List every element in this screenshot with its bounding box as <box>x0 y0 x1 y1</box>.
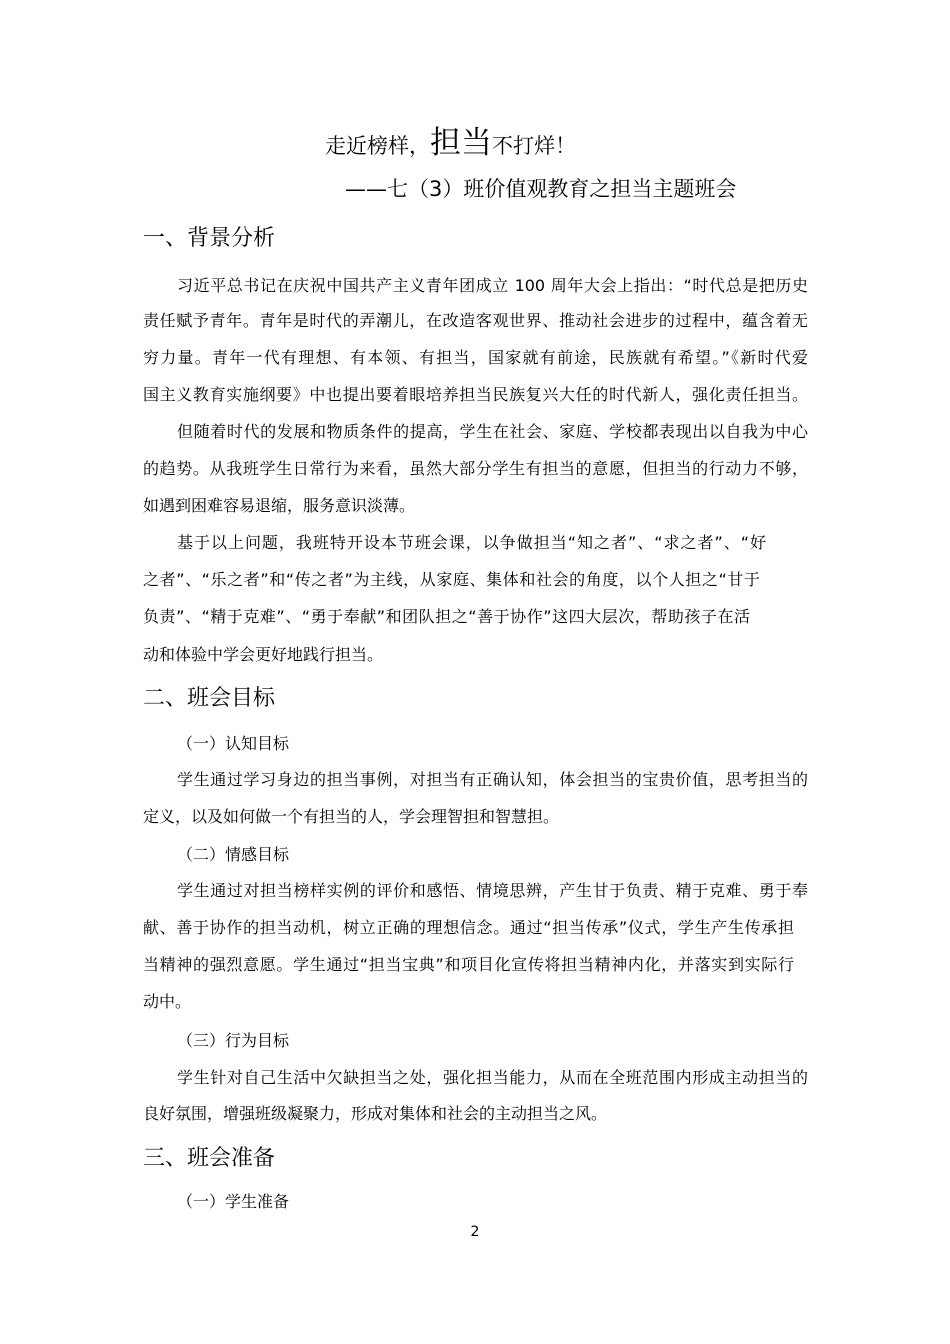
paragraph-line: 责任赋予青年。青年是时代的弄潮儿，在改造客观世界、推动社会进步的过程中，蕴含着无 <box>143 311 808 330</box>
paragraph-line: 学生通过学习身边的担当事例，对担当有正确认知，体会担当的宝贵价值，思考担当的 <box>177 770 808 789</box>
page-number: 2 <box>470 1224 480 1240</box>
subheading-emotional: （二）情感目标 <box>177 845 290 864</box>
paragraph-line: 学生通过对担当榜样实例的评价和感悟、情境思辨，产生甘于负责、精于克难、勇于奉 <box>177 881 808 900</box>
subheading-behavior: （三）行为目标 <box>177 1031 290 1050</box>
paragraph-line: 穷力量。青年一代有理想、有本领、有担当，国家就有前途，民族就有希望。”《新时代爱 <box>143 348 808 367</box>
paragraph-line: 动和体验中学会更好地践行担当。 <box>143 645 384 664</box>
title-part-2: 不打烊！ <box>492 134 576 158</box>
paragraph-line: 当精神的强烈意愿。学生通过“担当宝典”和项目化宣传将担当精神内化，并落实到实际行 <box>143 955 794 974</box>
paragraph-line: 之者”、“乐之者”和“传之者”为主线，从家庭、集体和社会的角度，以个人担之“甘于 <box>143 570 760 589</box>
paragraph-line: 的趋势。从我班学生日常行为来看，虽然大部分学生有担当的意愿，但担当的行动力不够， <box>143 459 808 478</box>
paragraph-line: 献、善于协作的担当动机，树立正确的理想信念。通过“担当传承”仪式，学生产生传承担 <box>143 918 794 937</box>
subheading-student-prep: （一）学生准备 <box>177 1192 290 1211</box>
title-part-1: 走近榜样， <box>325 134 430 158</box>
paragraph-line: 但随着时代的发展和物质条件的提高，学生在社会、家庭、学校都表现出以自我为中心 <box>177 422 808 441</box>
paragraph-line: 动中。 <box>143 992 192 1011</box>
paragraph-line: 基于以上问题，我班特开设本节班会课，以争做担当“知之者”、“求之者”、“好 <box>177 533 766 552</box>
title-emphasis: 担当 <box>430 125 492 161</box>
paragraph-line: 如遇到困难容易退缩，服务意识淡薄。 <box>143 496 416 515</box>
section-heading-preparation: 三、班会准备 <box>143 1146 276 1171</box>
paragraph-line: 定义，以及如何做一个有担当的人，学会理智担和智慧担。 <box>143 807 560 826</box>
paragraph-line: 负责”、“精于克难”、“勇于奉献”和团队担之“善于协作”这四大层次，帮助孩子在活 <box>143 607 750 626</box>
subheading-cognitive: （一）认知目标 <box>177 734 290 753</box>
section-heading-goals: 二、班会目标 <box>143 686 276 711</box>
document-subtitle: ——七（3）班价值观教育之担当主题班会 <box>345 177 737 201</box>
paragraph-line: 学生针对自己生活中欠缺担当之处，强化担当能力，从而在全班范围内形成主动担当的 <box>177 1068 808 1087</box>
paragraph-line: 良好氛围，增强班级凝聚力，形成对集体和社会的主动担当之风。 <box>143 1104 608 1123</box>
paragraph-line: 习近平总书记在庆祝中国共产主义青年团成立 100 周年大会上指出：“时代总是把历史 <box>177 276 808 295</box>
paragraph-line: 国主义教育实施纲要》中也提出要着眼培养担当民族复兴大任的时代新人，强化责任担当。 <box>143 385 808 404</box>
document-title <box>325 125 576 161</box>
section-heading-background: 一、背景分析 <box>143 226 276 251</box>
